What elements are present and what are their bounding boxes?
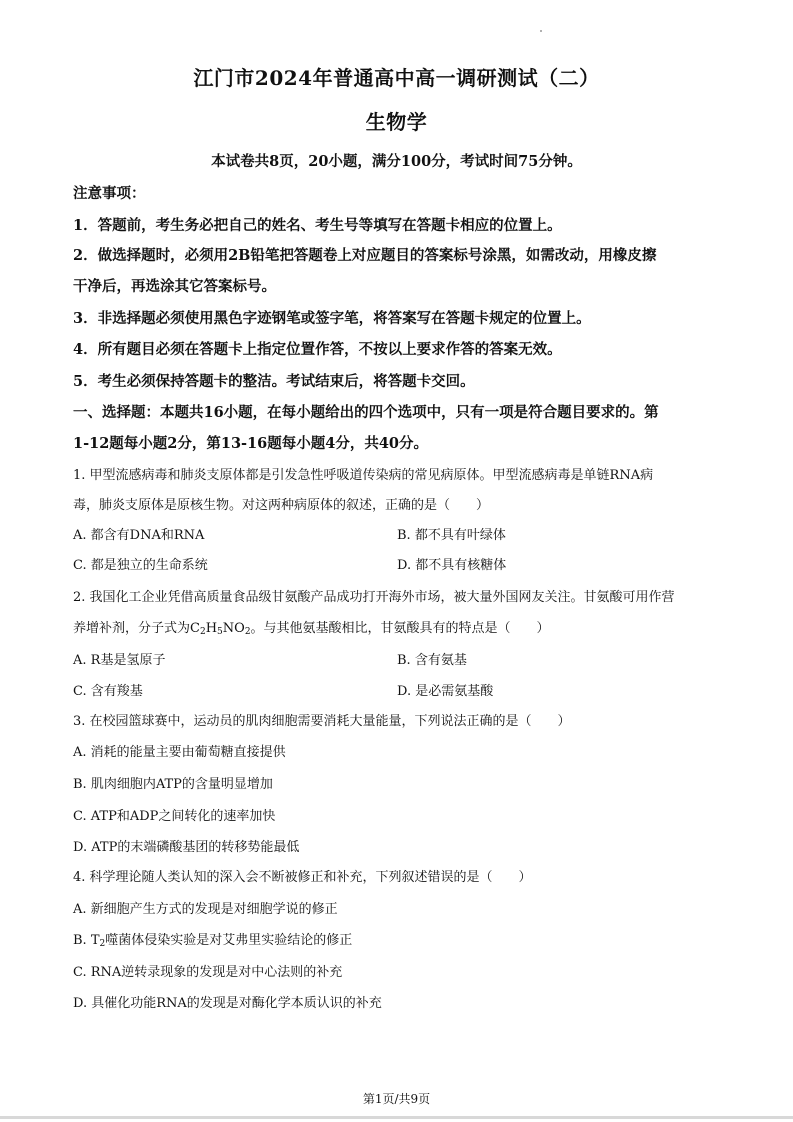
notice-item: 1．答题前，考生务必把自己的姓名、考生号等填写在答题卡相应的位置上。 xyxy=(73,217,562,234)
page-number: 第1页/共9页 xyxy=(362,1092,431,1106)
question-1-option-c: C. 都是独立的生命系统 xyxy=(73,558,208,573)
notice-heading: 注意事项： xyxy=(73,185,146,202)
notice-item: 3．非选择题必须使用黑色字迹钢笔或签字笔，将答案写在答题卡规定的位置上。 xyxy=(73,310,591,327)
question-1-option-a: A. 都含有DNA和RNA xyxy=(73,528,205,543)
formula-subscript: 5 xyxy=(217,627,223,637)
scan-dot xyxy=(540,30,542,32)
subject-title: 生物学 xyxy=(365,110,428,134)
section-heading: 一、选择题：本题共16小题，在每小题给出的四个选项中，只有一项是符合题目要求的。第 xyxy=(73,404,659,421)
notice-item: 2．做选择题时，必须用2B铅笔把答题卷上对应题目的答案标号涂黑，如需改动，用橡皮擦 xyxy=(73,247,657,264)
notice-item: 4．所有题目必须在答题卡上指定位置作答，不按以上要求作答的答案无效。 xyxy=(73,341,562,358)
formula-element: H xyxy=(205,621,218,636)
formula-subscript: 2 xyxy=(244,627,251,637)
question-2-option-b: B. 含有氨基 xyxy=(397,653,467,668)
exam-info: 本试卷共8页，20小题，满分100分，考试时间75分钟。 xyxy=(211,153,582,170)
question-3-option-b: B. 肌肉细胞内ATP的含量明显增加 xyxy=(73,777,273,792)
question-1-stem-cont: 毒，肺炎支原体是原核生物。对这两种病原体的叙述，正确的是（ ） xyxy=(73,498,490,513)
option-text: B. T xyxy=(73,933,100,948)
question-2-stem-cont xyxy=(73,617,550,637)
option-subscript: 2 xyxy=(99,939,106,949)
question-2-text: 养增补剂，分子式为C xyxy=(73,621,200,636)
exam-title: 江门市2024年普通高中高一调研测试（二） xyxy=(193,66,600,90)
question-2-text: 。与其他氨基酸相比，甘氨酸具有的特点是（ ） xyxy=(250,621,550,636)
question-3-option-d: D. ATP的末端磷酸基团的转移势能最低 xyxy=(73,840,300,855)
question-4-option-c: C. RNA逆转录现象的发现是对中心法则的补充 xyxy=(73,965,343,980)
question-4-option-d: D. 具催化功能RNA的发现是对酶化学本质认识的补充 xyxy=(73,996,382,1011)
formula-subscript: 2 xyxy=(199,627,206,637)
question-2-option-c: C. 含有羧基 xyxy=(73,684,143,699)
question-3-option-c: C. ATP和ADP之间转化的速率加快 xyxy=(73,809,276,824)
question-4-option-a: A. 新细胞产生方式的发现是对细胞学说的修正 xyxy=(73,902,338,917)
question-4-option-b xyxy=(73,929,352,949)
notice-item: 干净后，再选涂其它答案标号。 xyxy=(73,278,276,295)
question-2-option-a: A. R基是氢原子 xyxy=(73,653,166,668)
question-2-stem: 2. 我国化工企业凭借高质量食品级甘氨酸产品成功打开海外市场，被大量外国网友关注。甘氨酸可用作营 xyxy=(73,590,675,605)
question-1-stem: 1. 甲型流感病毒和肺炎支原体都是引发急性呼吸道传染病的常见病原体。甲型流感病毒是单链RNA病 xyxy=(73,468,654,483)
notice-item: 5．考生必须保持答题卡的整洁。考试结束后，将答题卡交回。 xyxy=(73,373,475,390)
question-4-stem: 4. 科学理论随人类认知的深入会不断被修正和补充，下列叙述错误的是（ ） xyxy=(73,870,532,885)
question-2-option-d: D. 是必需氨基酸 xyxy=(397,684,494,699)
question-1-option-d: D. 都不具有核糖体 xyxy=(397,558,507,573)
formula-element: NO xyxy=(222,621,245,636)
option-text: 噬菌体侵染实验是对艾弗里实验结论的修正 xyxy=(105,933,353,948)
page-bottom-border xyxy=(0,1116,793,1119)
question-3-option-a: A. 消耗的能量主要由葡萄糖直接提供 xyxy=(73,745,286,760)
question-1-option-b: B. 都不具有叶绿体 xyxy=(397,528,506,543)
question-3-stem: 3. 在校园篮球赛中，运动员的肌肉细胞需要消耗大量能量，下列说法正确的是（ ） xyxy=(73,714,571,729)
section-heading-cont: 1-12题每小题2分，第13-16题每小题4分，共40分。 xyxy=(73,435,429,452)
